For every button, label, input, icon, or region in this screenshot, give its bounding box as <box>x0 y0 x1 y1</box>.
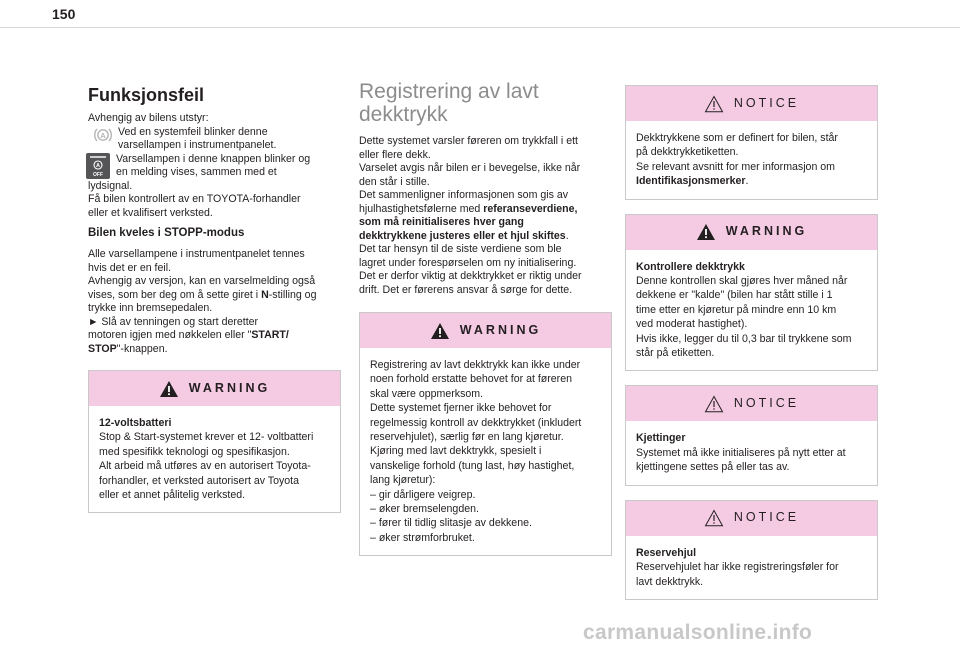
right-column <box>625 85 878 614</box>
warning-text: Denne kontrollen skal gjøres hver måned når dekkene er "kalde" (bilen har stått stille i 1 time etter en kjøretur på mindre enn 10 km ved moderat hastighet). Hvis ikke, legger du til 0,3 bar til trykkene som står på etiketten. <box>636 275 852 360</box>
stop-start-off-button-icon <box>86 153 110 179</box>
header-rule <box>0 27 960 28</box>
notice-triangle-icon <box>704 95 724 113</box>
warning-box-battery <box>88 370 341 513</box>
warning-header <box>89 371 340 406</box>
left-column <box>88 72 341 527</box>
notice-title: Reservehjul <box>636 546 697 559</box>
stall-paragraph: Alle varsellampene i instrumentpanelet tennes hvis det er en feil. Avhengig av versjon, kan en varselmelding også vises, som ber deg om å sette giret i N-stilling og trykke inn bremsepedalen. ► Slå av tenningen og start deretter motoren igjen med nøkkelen eller "START/ STOP"-knappen. <box>88 248 317 355</box>
svg-text:OFF: OFF <box>93 171 103 178</box>
warning-lamp-icon <box>92 126 114 144</box>
section-heading-low-pressure: Registrering av lavt dekktrykk <box>359 80 539 126</box>
subheading-stall: Bilen kveles i STOPP-modus <box>88 227 245 239</box>
indicator-text-2: Varsellampen i denne knappen blinker og en melding vises, sammen med et <box>116 152 311 178</box>
notice-label: NOTICE <box>733 510 800 525</box>
notice-text: Reservehjulet har ikke registreringsføler for lavt dekktrykk. <box>636 561 839 588</box>
notice-label: NOTICE <box>733 95 800 110</box>
indicator-row-2 <box>88 153 341 180</box>
indicator-row-1 <box>88 126 341 153</box>
warning-box-detection <box>359 312 612 556</box>
notice-body <box>626 536 877 599</box>
warning-triangle-icon <box>430 322 450 340</box>
warning-body <box>360 348 611 555</box>
warning-label: WARNING <box>188 380 271 395</box>
notice-triangle-icon <box>704 395 724 413</box>
notice-box-spare-wheel <box>625 500 878 600</box>
svg-text:A: A <box>100 130 106 140</box>
warning-text: Stop & Start-systemet krever et 12- voltbatteri med spesifikk teknologi og spesifikasjon. Alt arbeid må utføres av en autorisert Toyota- forhandler, et verksted autorisert av Toyota eller et annet pålitelig verksted. <box>99 431 314 502</box>
intro-text: Avhengig av bilens utstyr: <box>88 112 209 124</box>
indicator-text-1: Ved en systemfeil blinker denne varsellampen i instrumentpanelet. <box>118 125 277 151</box>
low-pressure-paragraph: Dette systemet varsler føreren om trykkfall i ett eller flere dekk. Varselet avgis når bilen er i bevegelse, ikke når den står i stille. Det sammenligner informasjonen som gis av hjulhastighetsfølerne med referanseverdiene, som må reinitialiseres hver gang dekktrykkene justeres eller et hjul skiftes. Det tar hensyn til de siste verdiene som ble lagret under forespørselen om ny initialisering. Det er derfor viktig at dekktrykket er riktig under drift. Det er førerens ansvar å sørge for dette. <box>359 135 582 296</box>
watermark: carmanualsonline.info <box>583 621 813 644</box>
notice-header <box>626 86 877 121</box>
middle-column <box>359 72 612 570</box>
page-number: 150 <box>52 6 76 22</box>
warning-text: Registrering av lavt dekktrykk kan ikke under noen forhold erstatte behovet for at føreren skal være oppmerksom. Dette systemet fjerner ikke behovet for regelmessig kontroll av dekktrykket (inkludert reservehjulet), særlig før en lang kjøretur. Kjøring med lavt dekktrykk, spesielt i vanskelige forhold (tung last, høy hastighet, lang kjøretur): – gir dårligere veigrep. – øker bremselengden. – fører til tidlig slitasje av dekkene. – øker strømforbruket. <box>370 359 582 544</box>
notice-text: Dekktrykkene som er definert for bilen, står på dekktrykketiketten. Se relevant avsnitt for mer informasjon om Identifikasjonsmerker. <box>636 132 838 188</box>
notice-label: NOTICE <box>733 396 800 411</box>
warning-box-check-pressure <box>625 214 878 372</box>
notice-body <box>626 121 877 199</box>
warning-body <box>626 250 877 371</box>
svg-text:A: A <box>96 162 100 169</box>
warning-header <box>626 215 877 250</box>
warning-label: WARNING <box>459 322 542 337</box>
notice-body <box>626 421 877 484</box>
notice-header <box>626 386 877 421</box>
warning-triangle-icon <box>159 380 179 398</box>
notice-text: Systemet må ikke initialiseres på nytt etter at kjettingene settes på eller tas av. <box>636 446 846 474</box>
section-heading-malfunction: Funksjonsfeil <box>88 85 205 105</box>
warning-triangle-icon <box>696 223 716 241</box>
notice-box-label <box>625 85 878 200</box>
notice-box-chains <box>625 385 878 485</box>
warning-body <box>89 406 340 512</box>
warning-label: WARNING <box>725 224 808 239</box>
warning-title: 12-voltsbatteri <box>99 417 172 429</box>
warning-header <box>360 313 611 348</box>
notice-title: Kjettinger <box>636 432 686 445</box>
warning-title: Kontrollere dekktrykk <box>636 260 745 273</box>
notice-triangle-icon <box>704 509 724 527</box>
notice-header <box>626 501 877 536</box>
indicator-text-2-continued: lydsignal. Få bilen kontrollert av en TOYOTA-forhandler eller et kvalifisert verksted. <box>88 179 301 219</box>
